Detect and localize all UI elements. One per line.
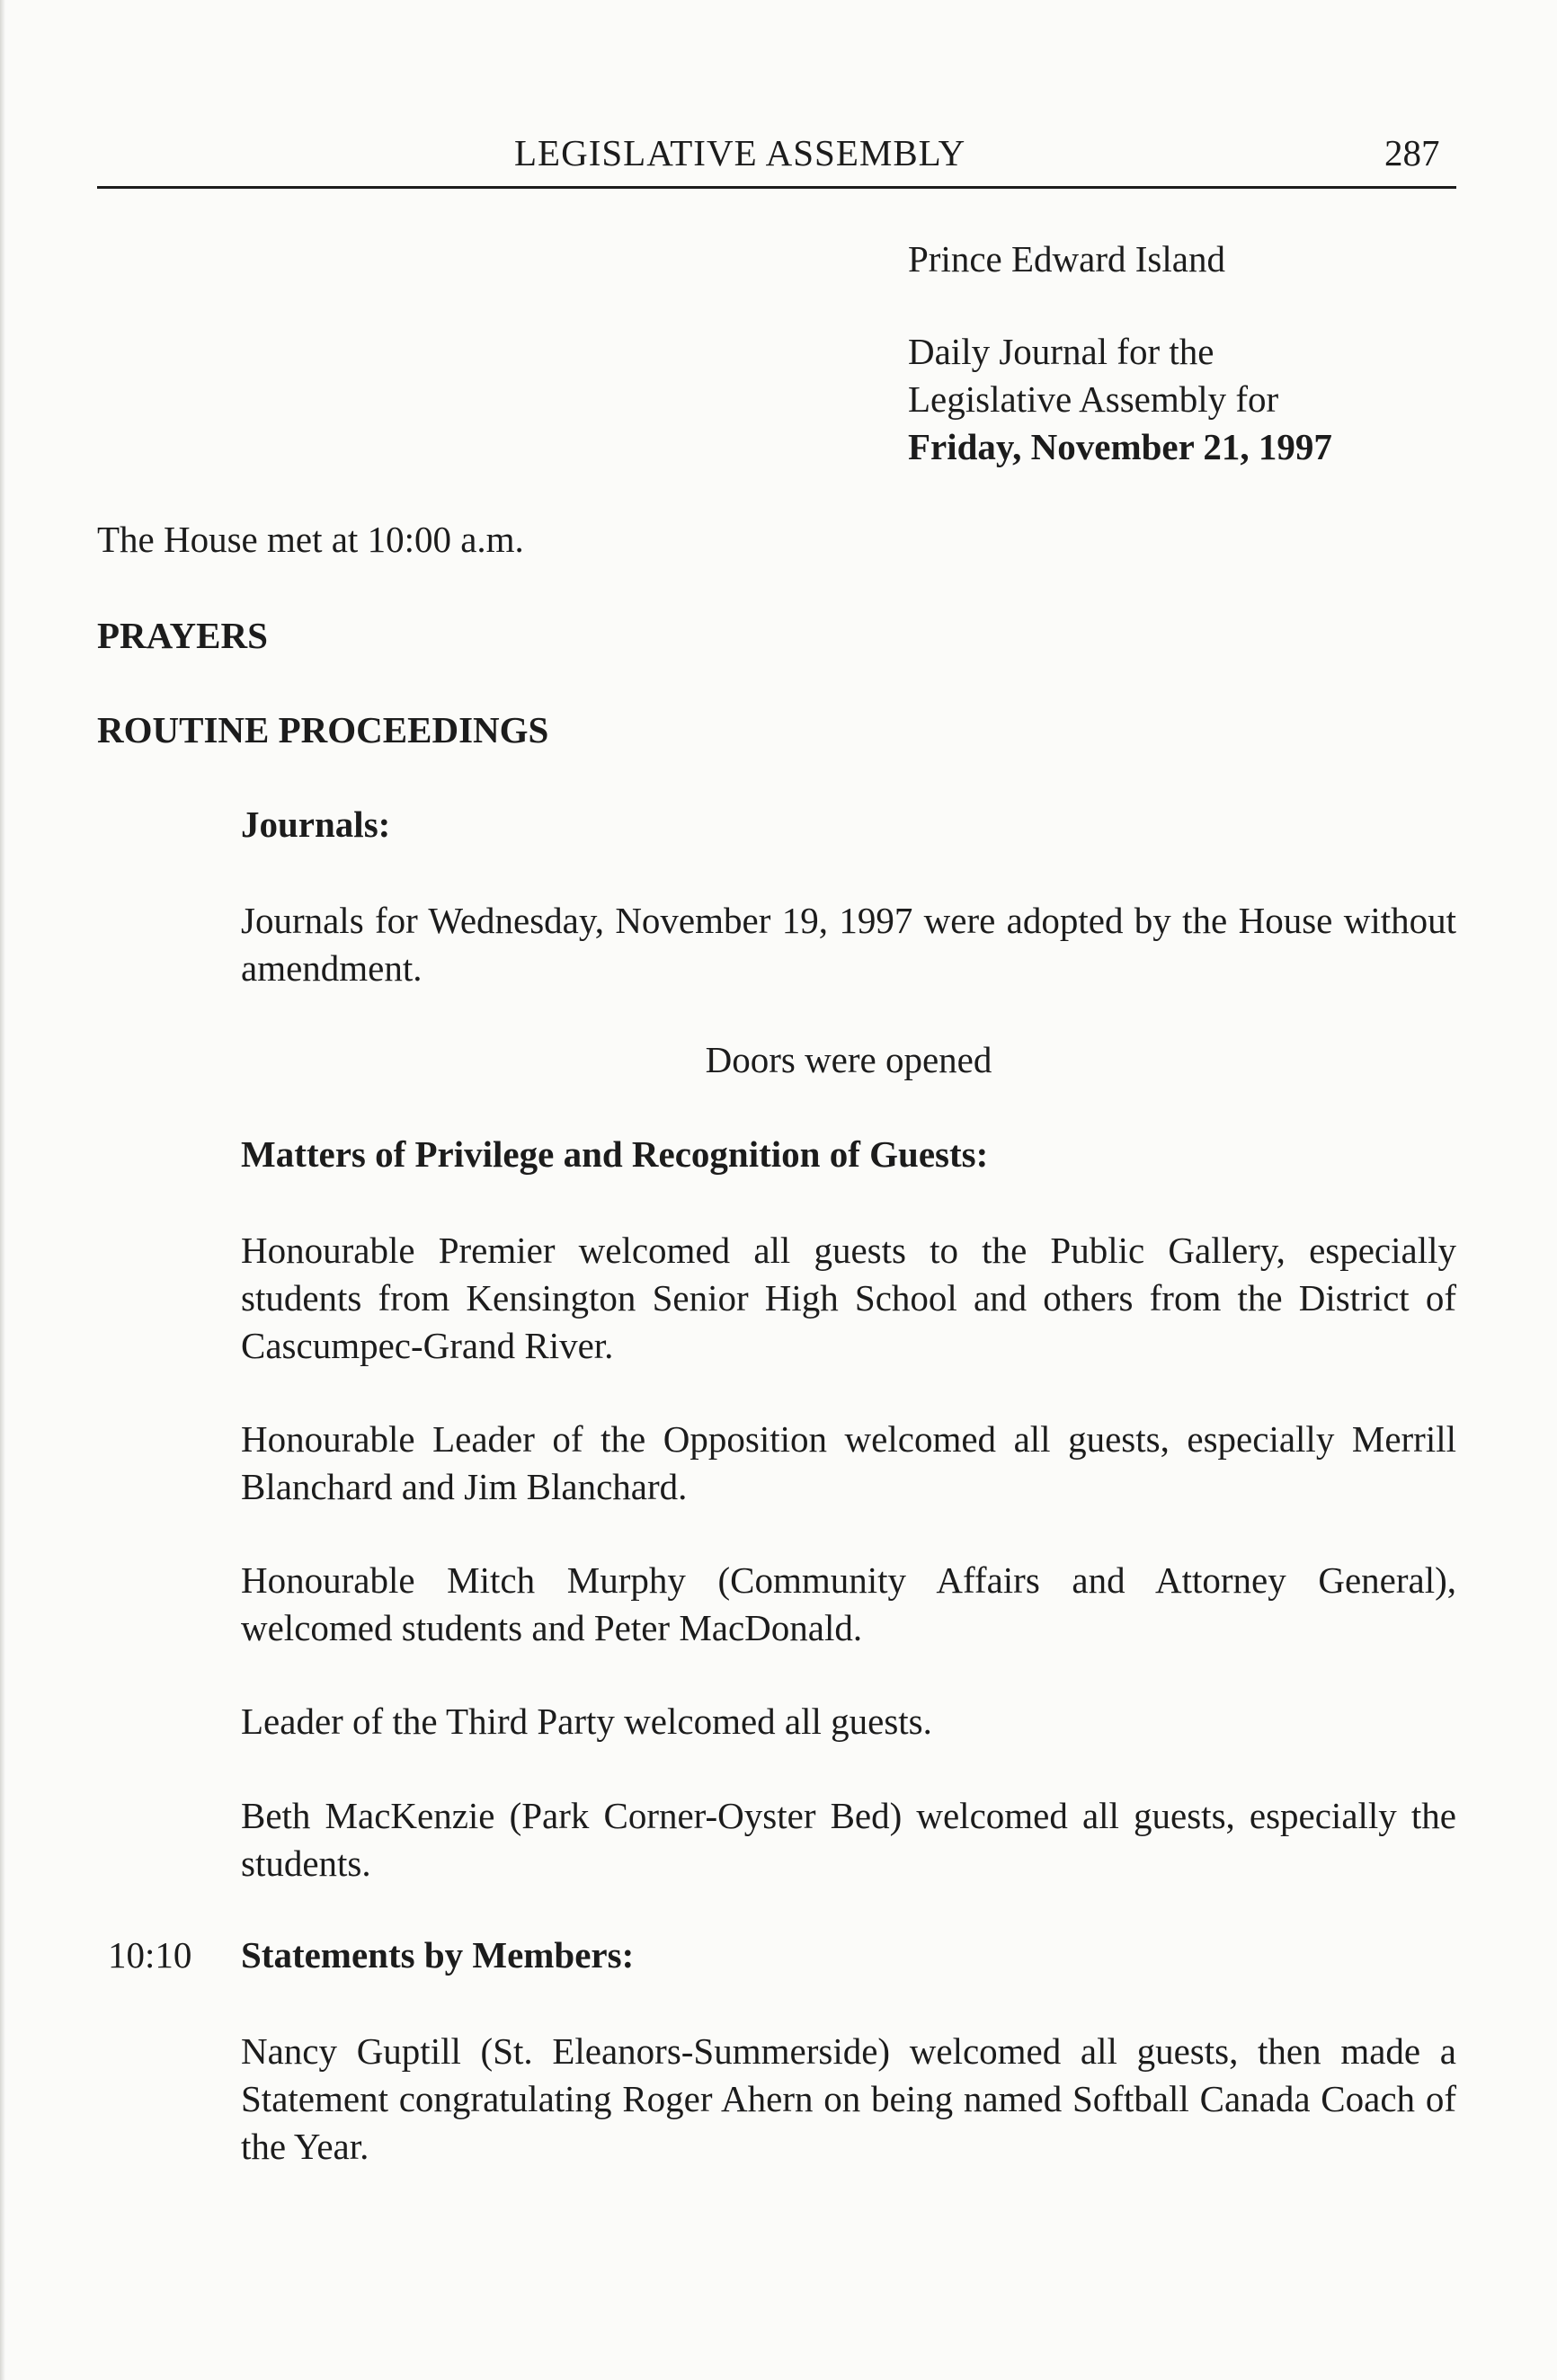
scan-edge-shadow [0,0,5,2380]
privilege-item-third-party: Leader of the Third Party welcomed all guests. [241,1701,932,1742]
statements-time: 10:10 [108,1934,192,1976]
journal-line-1: Daily Journal for the [908,331,1214,372]
running-header-title: LEGISLATIVE ASSEMBLY [514,132,966,173]
province-name: Prince Edward Island [908,238,1225,280]
routine-proceedings-heading: ROUTINE PROCEEDINGS [97,709,549,750]
journal-date: Friday, November 21, 1997 [908,426,1332,467]
prayers-heading: PRAYERS [97,615,268,656]
privilege-item-murphy: Honourable Mitch Murphy (Community Affairs and Attorney General), welcomed students and Peter MacDonald. [241,1559,1456,1648]
journals-text: Journals for Wednesday, November 19, 1997 were adopted by the House without amendment. [241,900,1456,989]
privilege-item-premier: Honourable Premier welcomed all guests to the Public Gallery, especially students from Kensington Senior High School and others from the District of Cascumpec-Grand River. [241,1230,1456,1366]
doors-opened-text: Doors were opened [705,1039,992,1080]
privilege-heading: Matters of Privilege and Recognition of Guests: [241,1133,989,1175]
statement-guptill: Nancy Guptill (St. Eleanors-Summerside) welcomed all guests, then made a Statement congratulating Roger Ahern on being named Softball Canada Coach of the Year. [241,2030,1456,2167]
statements-heading: Statements by Members: [241,1934,635,1976]
header-rule [97,186,1456,189]
house-met-text: The House met at 10:00 a.m. [97,519,524,560]
journals-heading: Journals: [241,804,391,845]
privilege-item-opposition: Honourable Leader of the Opposition welcomed all guests, especially Merrill Blanchard and Jim Blanchard. [241,1418,1456,1507]
page-number: 287 [1384,132,1440,173]
journal-line-2: Legislative Assembly for [908,378,1279,420]
privilege-item-mackenzie: Beth MacKenzie (Park Corner-Oyster Bed) welcomed all guests, especially the students. [241,1795,1456,1884]
